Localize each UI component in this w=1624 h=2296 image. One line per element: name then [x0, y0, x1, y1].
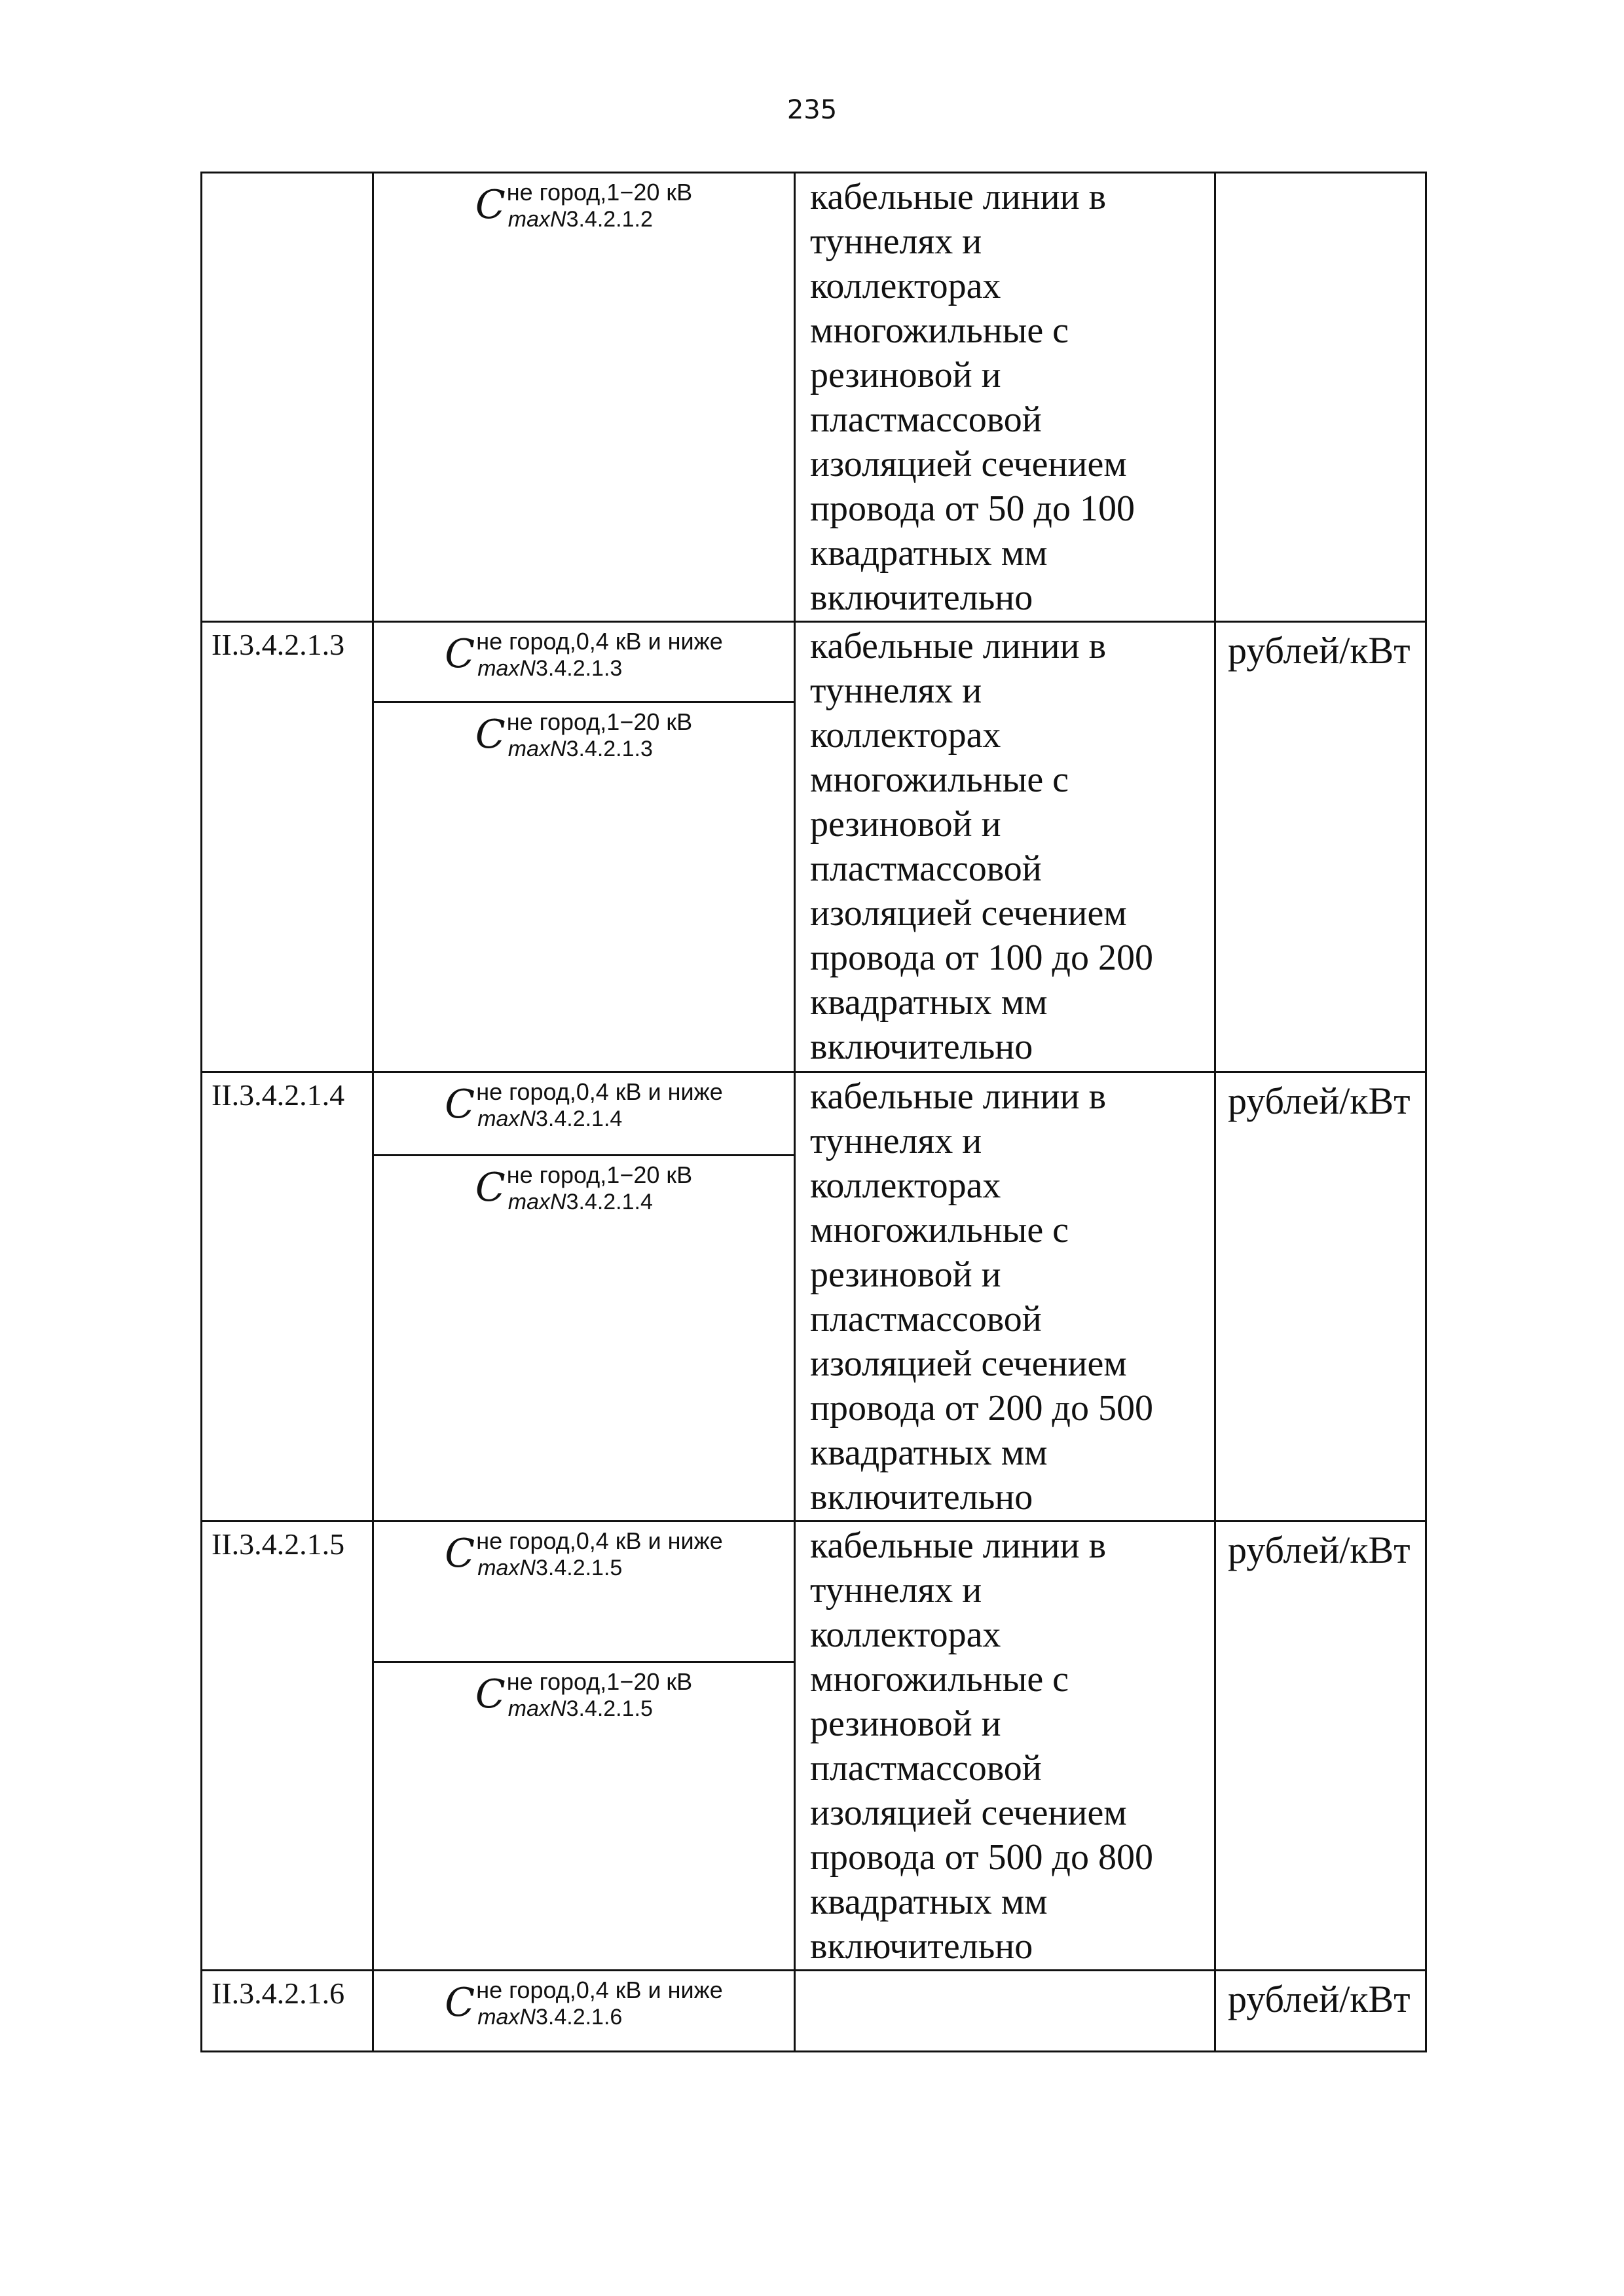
description-line: резиновой и [810, 1704, 1001, 1744]
tariff-table [200, 172, 1427, 2052]
formula-subscript: maxN3.4.2.1.2 [507, 207, 653, 232]
description-line: включительно [810, 1477, 1033, 1518]
code-cell: II.3.4.2.1.4 [202, 1072, 373, 1522]
formula: C не город,0,4 кВ и ниже maxN3.4.2.1.3 [445, 628, 723, 681]
unit-cell: рублей/кВт [1215, 622, 1426, 1072]
description-line: включительно [810, 1926, 1033, 1967]
formula-superscript: не город,1−20 кВ [506, 708, 693, 735]
description-line: изоляцией сечением [810, 1343, 1127, 1384]
formula-subscript: maxN3.4.2.1.5 [507, 1696, 653, 1721]
formula: C не город,1−20 кВ maxN3.4.2.1.2 [475, 179, 693, 232]
description-line: изоляцией сечением [810, 444, 1127, 484]
description-line: многожильные с [810, 1210, 1069, 1250]
formula-block [374, 1073, 794, 1156]
formula-superscript: не город,0,4 кВ и ниже [476, 1078, 723, 1105]
formula-cell [373, 1072, 795, 1522]
table-row [202, 1522, 1426, 1971]
formula-cell [373, 1522, 795, 1971]
formula-superscript: не город,1−20 кВ [506, 179, 693, 206]
table-row [202, 1971, 1426, 2052]
formula: C не город,1−20 кВ maxN3.4.2.1.5 [475, 1668, 693, 1721]
table-row [202, 622, 1426, 1072]
description-line: пластмассовой [810, 1299, 1042, 1339]
description-line: пластмассовой [810, 1748, 1042, 1789]
description-line: включительно [810, 577, 1033, 618]
formula-block [374, 703, 794, 762]
description-line: многожильные с [810, 1659, 1069, 1700]
description-line: изоляцией сечением [810, 893, 1127, 934]
table-row [202, 1072, 1426, 1522]
description-line: туннелях и [810, 670, 982, 711]
formula-block [374, 1156, 794, 1215]
description-cell [795, 173, 1215, 622]
formula-subscript: maxN3.4.2.1.3 [507, 737, 653, 761]
description-line: туннелях и [810, 1570, 982, 1611]
formula-superscript: не город,0,4 кВ и ниже [476, 1527, 723, 1554]
description-line: провода от 50 до 100 [810, 488, 1135, 529]
description-line: резиновой и [810, 804, 1001, 845]
formula: C не город,1−20 кВ maxN3.4.2.1.4 [475, 1161, 693, 1214]
formula: C не город,0,4 кВ и ниже maxN3.4.2.1.5 [445, 1527, 723, 1580]
formula-cell [373, 1971, 795, 2052]
formula-superscript: не город,1−20 кВ [506, 1161, 693, 1188]
formula-block [374, 623, 794, 703]
description-line: включительно [810, 1027, 1033, 1067]
formula: C не город,1−20 кВ maxN3.4.2.1.3 [475, 708, 693, 761]
formula-subscript: maxN3.4.2.1.4 [507, 1190, 653, 1214]
formula-block [374, 1971, 794, 2030]
code-cell: II.3.4.2.1.6 [202, 1971, 373, 2052]
unit-cell [1215, 173, 1426, 622]
formula-block [374, 1522, 794, 1663]
unit-cell: рублей/кВт [1215, 1522, 1426, 1971]
description-line: кабельные линии в [810, 626, 1107, 666]
description-cell [795, 1971, 1215, 2052]
description-line: провода от 100 до 200 [810, 938, 1153, 978]
description-line: многожильные с [810, 310, 1069, 351]
formula: C не город,0,4 кВ и ниже maxN3.4.2.1.4 [445, 1078, 723, 1131]
formula-superscript: не город,0,4 кВ и ниже [476, 628, 723, 655]
description-line: коллекторах [810, 715, 1001, 756]
description-line: коллекторах [810, 1165, 1001, 1206]
formula-subscript: maxN3.4.2.1.4 [477, 1106, 623, 1131]
description-line: пластмассовой [810, 848, 1042, 889]
table-row [202, 173, 1426, 622]
formula-superscript: не город,1−20 кВ [506, 1668, 693, 1695]
description-line: резиновой и [810, 1254, 1001, 1295]
description-line: провода от 500 до 800 [810, 1837, 1153, 1878]
description-line: резиновой и [810, 355, 1001, 395]
unit-cell: рублей/кВт [1215, 1072, 1426, 1522]
formula-cell [373, 173, 795, 622]
description-line: пластмассовой [810, 399, 1042, 440]
description-line: коллекторах [810, 266, 1001, 306]
description-line: квадратных мм [810, 1882, 1048, 1922]
formula-block [374, 173, 794, 232]
description-cell [795, 1072, 1215, 1522]
description-line: изоляцией сечением [810, 1793, 1127, 1833]
code-cell [202, 173, 373, 622]
code-cell: II.3.4.2.1.5 [202, 1522, 373, 1971]
unit-cell: рублей/кВт [1215, 1971, 1426, 2052]
formula-subscript: maxN3.4.2.1.6 [477, 2005, 623, 2030]
formula-subscript: maxN3.4.2.1.3 [477, 656, 623, 681]
description-line: туннелях и [810, 1121, 982, 1161]
description-line: многожильные с [810, 759, 1069, 800]
formula: C не город,0,4 кВ и ниже maxN3.4.2.1.6 [445, 1977, 723, 2030]
formula-cell [373, 622, 795, 1072]
formula-subscript: maxN3.4.2.1.5 [477, 1556, 623, 1580]
description-cell [795, 622, 1215, 1072]
formula-block [374, 1663, 794, 1722]
code-cell: II.3.4.2.1.3 [202, 622, 373, 1072]
description-line: квадратных мм [810, 533, 1048, 574]
formula-superscript: не город,0,4 кВ и ниже [476, 1977, 723, 2003]
description-line: провода от 200 до 500 [810, 1388, 1153, 1429]
description-line: кабельные линии в [810, 1525, 1107, 1566]
page-number: 235 [786, 95, 838, 125]
description-line: туннелях и [810, 221, 982, 262]
description-line: квадратных мм [810, 982, 1048, 1023]
description-line: кабельные линии в [810, 177, 1107, 217]
description-line: кабельные линии в [810, 1076, 1107, 1117]
description-line: квадратных мм [810, 1432, 1048, 1473]
description-line: коллекторах [810, 1614, 1001, 1655]
description-cell [795, 1522, 1215, 1971]
